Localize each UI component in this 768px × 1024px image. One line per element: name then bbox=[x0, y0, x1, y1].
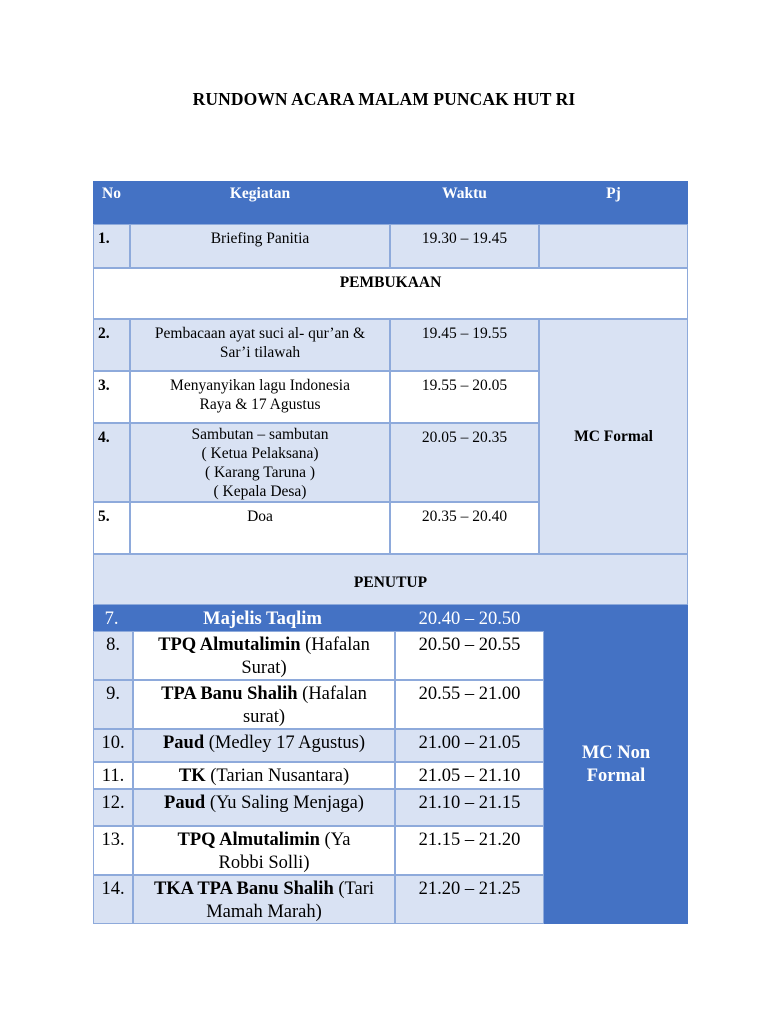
row-13-no: 13. bbox=[93, 826, 133, 875]
row-14-kegiatan-rest: (Tari bbox=[333, 879, 375, 899]
header-waktu: Waktu bbox=[390, 181, 539, 224]
row-4-kegiatan-line: ( Karang Taruna ) bbox=[204, 464, 316, 481]
row-14-waktu: 21.20 – 21.25 bbox=[395, 875, 544, 924]
row-1-no: 1. bbox=[93, 224, 130, 268]
row-4-kegiatan-line: Sambutan – sambutan bbox=[191, 426, 329, 443]
row-5-no: 5. bbox=[93, 502, 130, 554]
row-3-kegiatan bbox=[130, 371, 390, 423]
pj-mc-non-formal: MC Non Formal bbox=[544, 605, 688, 924]
row-2-waktu: 19.45 – 19.55 bbox=[390, 319, 539, 371]
row-5-kegiatan: Doa bbox=[130, 502, 390, 554]
row-2-kegiatan-line: Sar’i tilawah bbox=[219, 344, 301, 361]
row-14-no: 14. bbox=[93, 875, 133, 924]
row-14-kegiatan-rest2: Mamah Marah) bbox=[206, 901, 322, 922]
row-11-waktu: 21.05 – 21.10 bbox=[395, 762, 544, 789]
row-11-no: 11. bbox=[93, 762, 133, 789]
row-14-kegiatan-bold: TKA TPA Banu Shalih bbox=[153, 879, 334, 899]
header-no: No bbox=[93, 181, 130, 224]
section-pembukaan: PEMBUKAAN bbox=[93, 268, 688, 319]
row-1-pj bbox=[539, 224, 688, 268]
row-8-no: 8. bbox=[93, 631, 133, 680]
row-12-kegiatan-rest: (Yu Saling Menjaga) bbox=[205, 793, 364, 813]
row-2-kegiatan bbox=[130, 319, 390, 371]
row-13-kegiatan-rest2: Robbi Solli) bbox=[218, 852, 310, 873]
row-11-kegiatan bbox=[133, 762, 395, 789]
row-9-kegiatan bbox=[133, 680, 395, 729]
row-10-no: 10. bbox=[93, 729, 133, 762]
section-penutup: PENUTUP bbox=[93, 554, 688, 605]
row-12-kegiatan-bold: Paud bbox=[164, 793, 206, 813]
row-4-kegiatan-line: ( Kepala Desa) bbox=[213, 483, 307, 500]
row-12-kegiatan bbox=[133, 789, 395, 826]
row-8-kegiatan-rest: (Hafalan bbox=[300, 635, 370, 655]
row-13-kegiatan-rest: (Ya bbox=[319, 830, 351, 850]
row-10-kegiatan-rest: (Medley 17 Agustus) bbox=[204, 733, 365, 753]
row-4-waktu: 20.05 – 20.35 bbox=[390, 423, 539, 502]
row-8-kegiatan-rest2: Surat) bbox=[241, 657, 287, 678]
row-9-waktu: 20.55 – 21.00 bbox=[395, 680, 544, 729]
document-title: RUNDOWN ACARA MALAM PUNCAK HUT RI bbox=[192, 89, 576, 109]
row-9-kegiatan-rest2: surat) bbox=[242, 706, 286, 727]
row-10-kegiatan-bold: Paud bbox=[163, 733, 205, 753]
row-9-kegiatan-rest: (Hafalan bbox=[297, 684, 367, 704]
row-3-no: 3. bbox=[93, 371, 130, 423]
header-kegiatan: Kegiatan bbox=[130, 181, 390, 224]
row-3-waktu: 19.55 – 20.05 bbox=[390, 371, 539, 423]
row-13-kegiatan-bold: TPQ Almutalimin bbox=[177, 830, 320, 850]
row-10-kegiatan bbox=[133, 729, 395, 762]
row-4-no: 4. bbox=[93, 423, 130, 502]
row-3-kegiatan-line: Raya & 17 Agustus bbox=[199, 396, 321, 413]
row-8-kegiatan-bold: TPQ Almutalimin bbox=[158, 635, 301, 655]
row-14-kegiatan bbox=[133, 875, 395, 924]
row-9-no: 9. bbox=[93, 680, 133, 729]
row-1-kegiatan: Briefing Panitia bbox=[130, 224, 390, 268]
row-5-waktu: 20.35 – 20.40 bbox=[390, 502, 539, 554]
row-13-kegiatan bbox=[133, 826, 395, 875]
row-7-kegiatan-bold: Majelis Taqlim bbox=[203, 609, 322, 629]
row-2-kegiatan-line: Pembacaan ayat suci al- qur’an & bbox=[154, 325, 366, 342]
row-1-waktu: 19.30 – 19.45 bbox=[390, 224, 539, 268]
row-8-waktu: 20.50 – 20.55 bbox=[395, 631, 544, 680]
row-7-waktu: 20.40 – 20.50 bbox=[395, 605, 544, 631]
row-10-waktu: 21.00 – 21.05 bbox=[395, 729, 544, 762]
row-12-no: 12. bbox=[93, 789, 133, 826]
row-9-kegiatan-bold: TPA Banu Shalih bbox=[161, 684, 298, 704]
row-11-kegiatan-rest: (Tarian Nusantara) bbox=[205, 766, 350, 786]
row-7-kegiatan bbox=[130, 605, 395, 631]
row-11-kegiatan-bold: TK bbox=[178, 766, 206, 786]
row-2-no: 2. bbox=[93, 319, 130, 371]
row-13-waktu: 21.15 – 21.20 bbox=[395, 826, 544, 875]
row-3-kegiatan-line: Menyanyikan lagu Indonesia bbox=[170, 377, 350, 394]
pj-mc-formal: MC Formal bbox=[539, 319, 688, 554]
row-4-kegiatan bbox=[130, 423, 390, 502]
row-12-waktu: 21.10 – 21.15 bbox=[395, 789, 544, 826]
row-4-kegiatan-line: ( Ketua Pelaksana) bbox=[201, 445, 319, 462]
header-pj: Pj bbox=[539, 181, 688, 224]
row-7-no: 7. bbox=[93, 605, 130, 631]
row-8-kegiatan bbox=[133, 631, 395, 680]
